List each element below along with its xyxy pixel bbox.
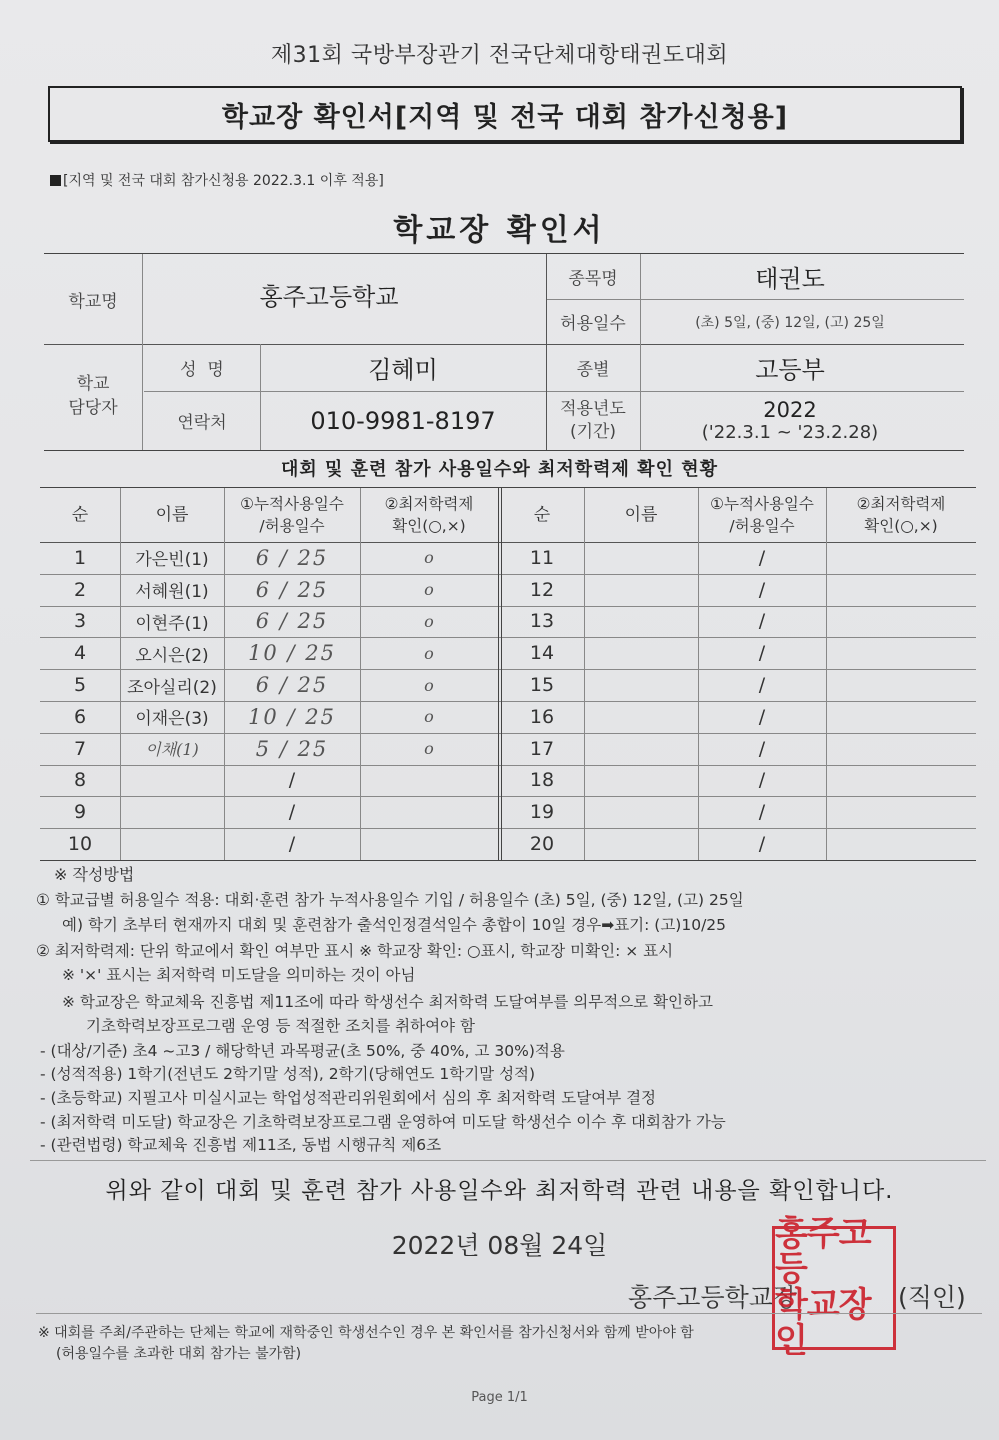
student-name	[120, 828, 224, 860]
contact-name-value: 김혜미	[368, 356, 438, 384]
row-number: 14	[529, 642, 555, 665]
year-value: 2022	[763, 398, 817, 422]
row-number: 3	[73, 610, 87, 633]
name-label: 성 명	[180, 360, 224, 380]
achievement-check	[826, 733, 976, 765]
achievement-check	[826, 574, 976, 606]
row-number: 20	[529, 833, 555, 856]
days-used: /	[758, 578, 766, 601]
row-number: 16	[529, 705, 555, 728]
school-label: 학교명	[68, 291, 118, 312]
header-days-right: ①누적사용일수 /허용일수	[710, 494, 814, 535]
achievement-check	[826, 765, 976, 797]
days-used: 6 / 25	[255, 673, 329, 698]
student-name	[120, 765, 224, 797]
days-used: 10 / 25	[248, 704, 336, 729]
sport-value: 태권도	[755, 265, 825, 293]
header-check-right: ②최저학력제 확인(○,×)	[856, 494, 946, 535]
header-no-left: 순	[71, 504, 89, 525]
division-label: 종별	[576, 360, 610, 380]
row-number: 13	[529, 610, 555, 633]
days-used: /	[758, 737, 766, 760]
student-name: 이채(1)	[145, 740, 199, 760]
contact-group-label: 학교 담당자	[68, 374, 118, 418]
header-name-right: 이름	[624, 504, 658, 525]
row-number: 4	[73, 642, 87, 665]
days-used: /	[758, 801, 766, 824]
days-used: /	[758, 674, 766, 697]
header-name-left: 이름	[155, 504, 189, 525]
principal-title: 홍주고등학교장	[628, 1283, 798, 1312]
student-name: 이재은(3)	[135, 709, 209, 730]
achievement-check	[826, 669, 976, 701]
days-used: 6 / 25	[255, 577, 329, 602]
student-name	[584, 542, 698, 574]
instruction-line: ※ 학교장은 학교체육 진흥법 제11조에 따라 학생선수 최저학력 도달여부를 의무적으로 확인하고	[62, 993, 713, 1011]
divider	[30, 1160, 986, 1161]
achievement-check: o	[424, 643, 434, 663]
official-seal	[772, 1213, 896, 1361]
instruction-line: - (대상/기준) 초4 ~고3 / 해당학년 과목평균(초 50%, 중 40%, 고 30%)적용	[40, 1042, 565, 1060]
achievement-check	[826, 542, 976, 574]
student-name	[584, 606, 698, 638]
row-number: 9	[73, 801, 87, 824]
achievement-check	[360, 765, 498, 797]
instruction-line: 예) 학기 초부터 현재까지 대회 및 훈련참가 출석인정결석일수 총합이 10일 경우➡표기: (고)10/25	[62, 916, 727, 934]
student-name	[584, 733, 698, 765]
instruction-line: ※ '×' 표시는 최저학력 미도달을 의미하는 것이 아님	[62, 966, 416, 984]
allowed-days-value: (초) 5일, (중) 12일, (고) 25일	[695, 314, 885, 331]
days-used: 6 / 25	[255, 609, 329, 634]
instruction-line: - (관련법령) 학교체육 진흥법 제11조, 동법 시행규칙 제6조	[40, 1136, 442, 1154]
achievement-check	[826, 828, 976, 860]
achievement-check	[826, 701, 976, 733]
section-title: 대회 및 훈련 참가 사용일수와 최저학력제 확인 현황	[280, 459, 718, 480]
days-used: /	[758, 833, 766, 856]
achievement-check: o	[424, 739, 434, 759]
student-name: 조아실리(2)	[127, 677, 217, 698]
info-table	[44, 253, 964, 451]
allowed-days-label: 허용일수	[560, 314, 626, 334]
seal-word: (직인)	[898, 1283, 966, 1312]
achievement-check: o	[424, 611, 434, 631]
year-label: 적용년도 (기간)	[560, 398, 626, 442]
bottom-note-2: (허용일수를 초과한 대회 참가는 불가함)	[56, 1346, 302, 1362]
student-name	[584, 765, 698, 797]
confirmation-statement: 위와 같이 대회 및 훈련 참가 사용일수와 최저학력 관련 내용을 확인합니다.	[105, 1178, 894, 1204]
days-used: 10 / 25	[248, 641, 336, 666]
achievement-check	[360, 828, 498, 860]
divider	[36, 1313, 982, 1314]
phone-value: 010-9981-8197	[310, 406, 496, 435]
days-used: /	[758, 705, 766, 728]
days-used: /	[758, 610, 766, 633]
bottom-note: ※ 대회를 주최/주관하는 단체는 학교에 재학중인 학생선수인 경우 본 확인서를 참가신청서와 함께 받아야 함	[38, 1325, 694, 1341]
achievement-check	[826, 796, 976, 828]
division-value: 고등부	[755, 356, 825, 384]
seal-text-line1: 홍주고등	[775, 1213, 871, 1290]
achievement-check	[826, 637, 976, 669]
instructions-heading: ※ 작성방법	[54, 865, 135, 884]
student-name	[584, 701, 698, 733]
seal-text-line2: 학교장인	[775, 1285, 871, 1361]
student-name: 가은빈(1)	[135, 550, 209, 571]
instruction-line: - (최저학력 미도달) 학교장은 기초학력보장프로그램 운영하여 미도달 학생선수 이수 후 대회참가 가능	[40, 1113, 726, 1131]
row-number: 10	[67, 833, 93, 856]
student-name: 서혜원(1)	[135, 582, 209, 603]
sport-label: 종목명	[568, 269, 618, 289]
applicability-note	[50, 170, 384, 190]
row-number: 18	[529, 769, 555, 792]
instruction-line: - (초등학교) 지필고사 미실시교는 학업성적관리위원회에서 심의 후 최저학력 도달여부 결정	[40, 1089, 657, 1107]
student-name	[584, 828, 698, 860]
days-used: /	[758, 769, 766, 792]
achievement-check	[360, 796, 498, 828]
row-number: 6	[73, 705, 87, 728]
issue-date: 2022년 08월 24일	[391, 1231, 608, 1260]
student-name	[584, 637, 698, 669]
days-used: /	[288, 801, 296, 824]
row-number: 11	[529, 546, 555, 569]
applicability-note-text: [지역 및 전국 대회 참가신청용 2022.3.1 이후 적용]	[63, 173, 384, 189]
student-name	[120, 796, 224, 828]
days-used: 5 / 25	[255, 736, 329, 761]
year-period: ('22.3.1 ~ '23.2.28)	[701, 422, 879, 443]
days-used: /	[288, 769, 296, 792]
square-bullet-icon	[50, 175, 61, 186]
instruction-line: - (성적적용) 1학기(전년도 2학기말 성적), 2학기(당해연도 1학기말 성적)	[40, 1065, 536, 1083]
boxed-title: 학교장 확인서[지역 및 전국 대회 참가신청용]	[48, 86, 962, 142]
row-number: 2	[73, 578, 87, 601]
instruction-line: 기초학력보장프로그램 운영 등 적절한 조치를 취하여야 함	[86, 1017, 475, 1035]
days-used: /	[758, 642, 766, 665]
document-title: 학교장 확인서	[393, 213, 606, 248]
row-number: 19	[529, 801, 555, 824]
row-number: 7	[73, 737, 87, 760]
usage-table	[40, 487, 976, 861]
row-number: 15	[529, 674, 555, 697]
year-cell	[640, 391, 940, 450]
event-title: 제31회 국방부장관기 전국단체대항태권도대회	[270, 43, 729, 68]
achievement-check: o	[424, 548, 434, 568]
row-number: 17	[529, 737, 555, 760]
row-number: 1	[73, 546, 87, 569]
achievement-check: o	[424, 580, 434, 600]
header-days-left: ①누적사용일수 /허용일수	[240, 494, 344, 535]
achievement-check	[826, 606, 976, 638]
student-name: 이현주(1)	[135, 613, 209, 634]
row-number: 5	[73, 674, 87, 697]
row-number: 8	[73, 769, 87, 792]
grid-line	[498, 488, 499, 860]
phone-label: 연락처	[177, 413, 227, 433]
instruction-line: ① 학교급별 허용일수 적용: 대회·훈련 참가 누적사용일수 기입 / 허용일수 (초) 5일, (중) 12일, (고) 25일	[36, 891, 744, 909]
achievement-check: o	[424, 707, 434, 727]
days-used: /	[758, 546, 766, 569]
days-used: /	[288, 833, 296, 856]
instruction-line: ② 최저학력제: 단위 학교에서 확인 여부만 표시 ※ 학교장 확인: ○표시, 학교장 미확인: × 표시	[36, 942, 674, 960]
header-no-right: 순	[533, 504, 551, 525]
student-name	[584, 796, 698, 828]
page-number: Page 1/1	[471, 1390, 528, 1405]
student-name	[584, 574, 698, 606]
school-value: 홍주고등학교	[259, 282, 399, 311]
achievement-check: o	[424, 675, 434, 695]
row-number: 12	[529, 578, 555, 601]
days-used: 6 / 25	[255, 545, 329, 570]
student-name	[584, 669, 698, 701]
header-check-left: ②최저학력제 확인(○,×)	[384, 494, 474, 535]
student-name: 오시은(2)	[135, 645, 209, 666]
